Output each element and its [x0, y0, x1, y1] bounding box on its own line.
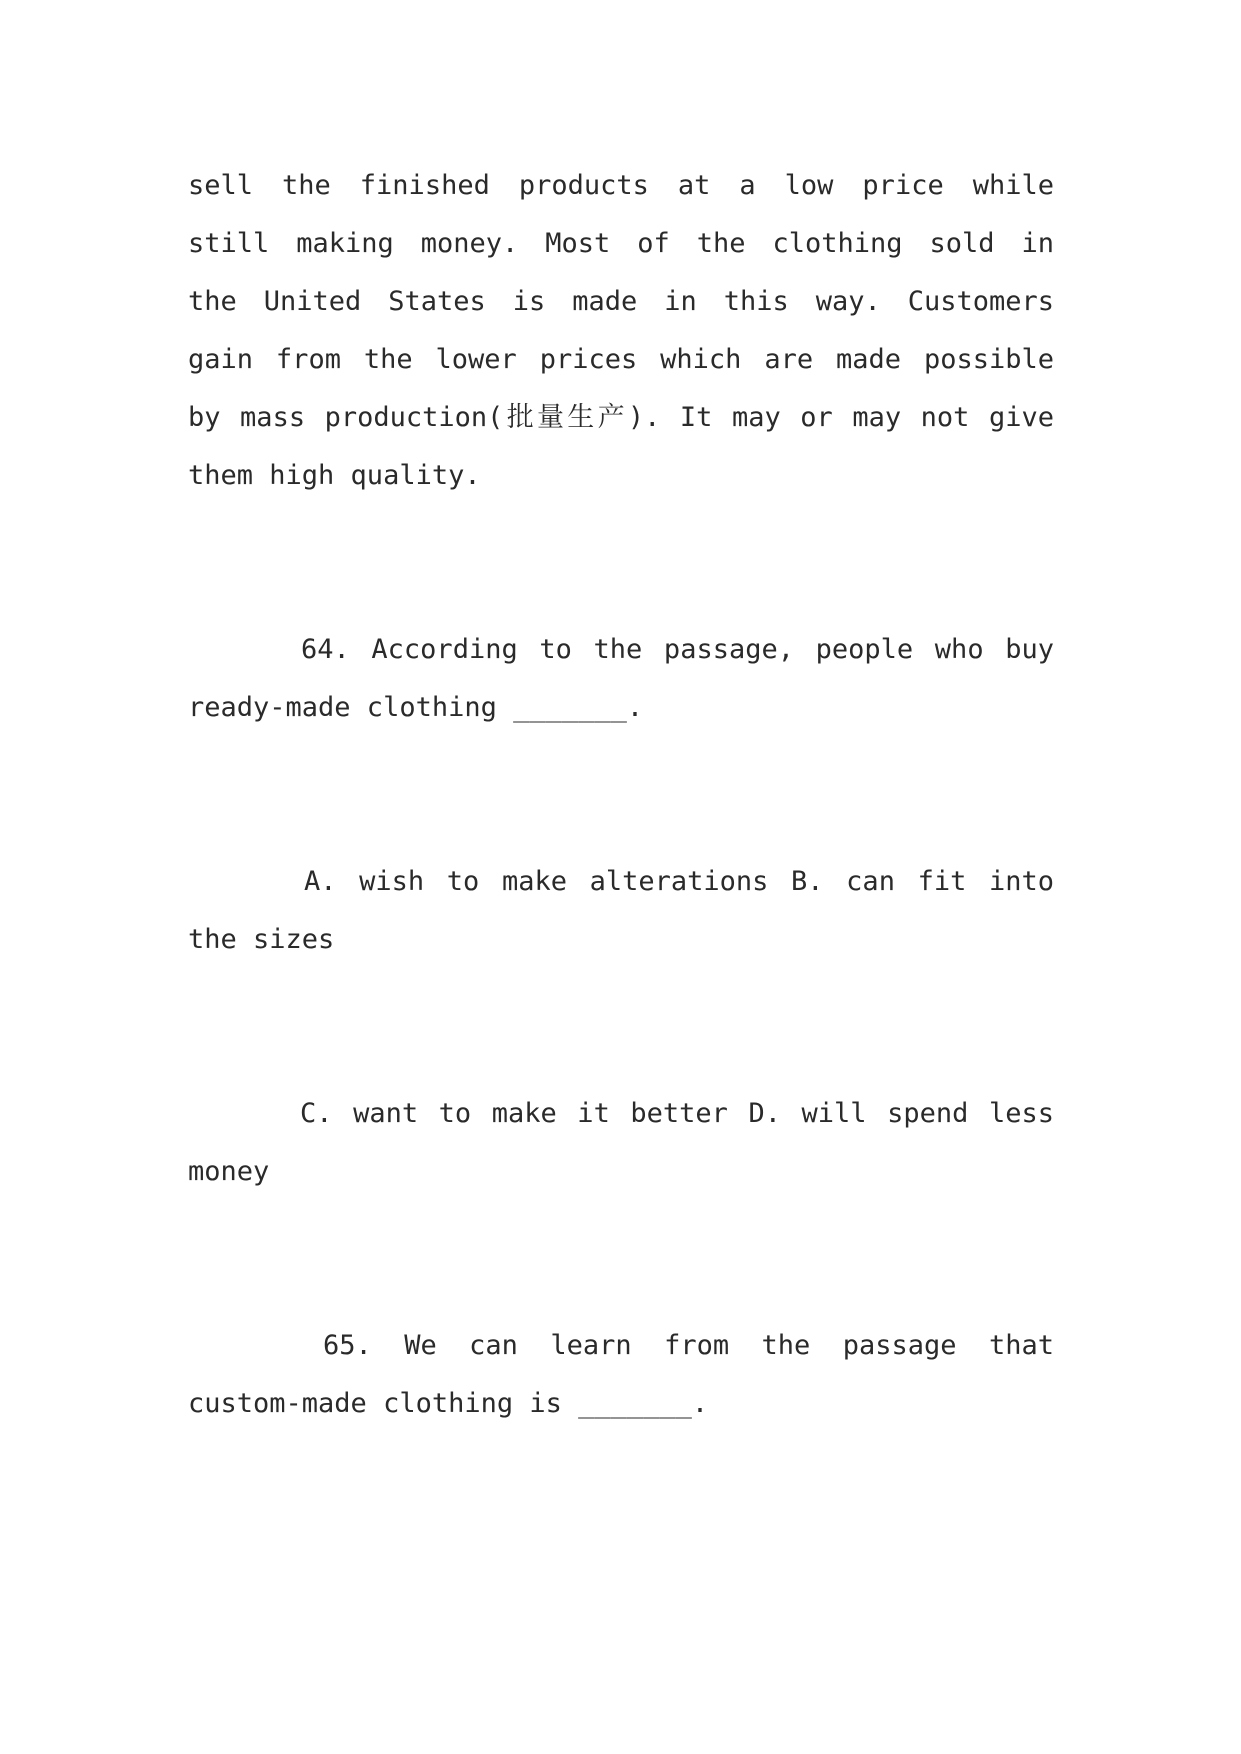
option-line: C. want to make it better D. will spend less	[300, 1098, 1054, 1129]
passage-line: by mass production(批量生产). It may or may not give	[188, 402, 1054, 433]
passage-line: them high quality.	[188, 460, 481, 491]
passage-paragraph	[188, 157, 1054, 505]
passage-line: still making money. Most of the clothing sold in	[188, 228, 1054, 259]
question-line: custom-made clothing is _______.	[188, 1388, 709, 1419]
passage-line: sell the finished products at a low price while	[188, 170, 1054, 201]
question-line: ready-made clothing _______.	[188, 692, 644, 723]
passage-line: the United States is made in this way. Customers	[188, 286, 1054, 317]
question-65-stem	[188, 1317, 1054, 1433]
passage-line: gain from the lower prices which are made possible	[188, 344, 1054, 375]
question-line: 64. According to the passage, people who buy	[301, 634, 1054, 665]
question-64-options-ab	[188, 853, 1054, 969]
question-64-options-cd	[188, 1085, 1054, 1201]
option-line: money	[188, 1156, 270, 1187]
question-line: 65. We can learn from the passage that	[323, 1330, 1054, 1361]
option-line: A. wish to make alterations B. can fit into	[304, 866, 1054, 897]
option-line: the sizes	[188, 924, 335, 955]
question-64-stem	[188, 621, 1054, 737]
